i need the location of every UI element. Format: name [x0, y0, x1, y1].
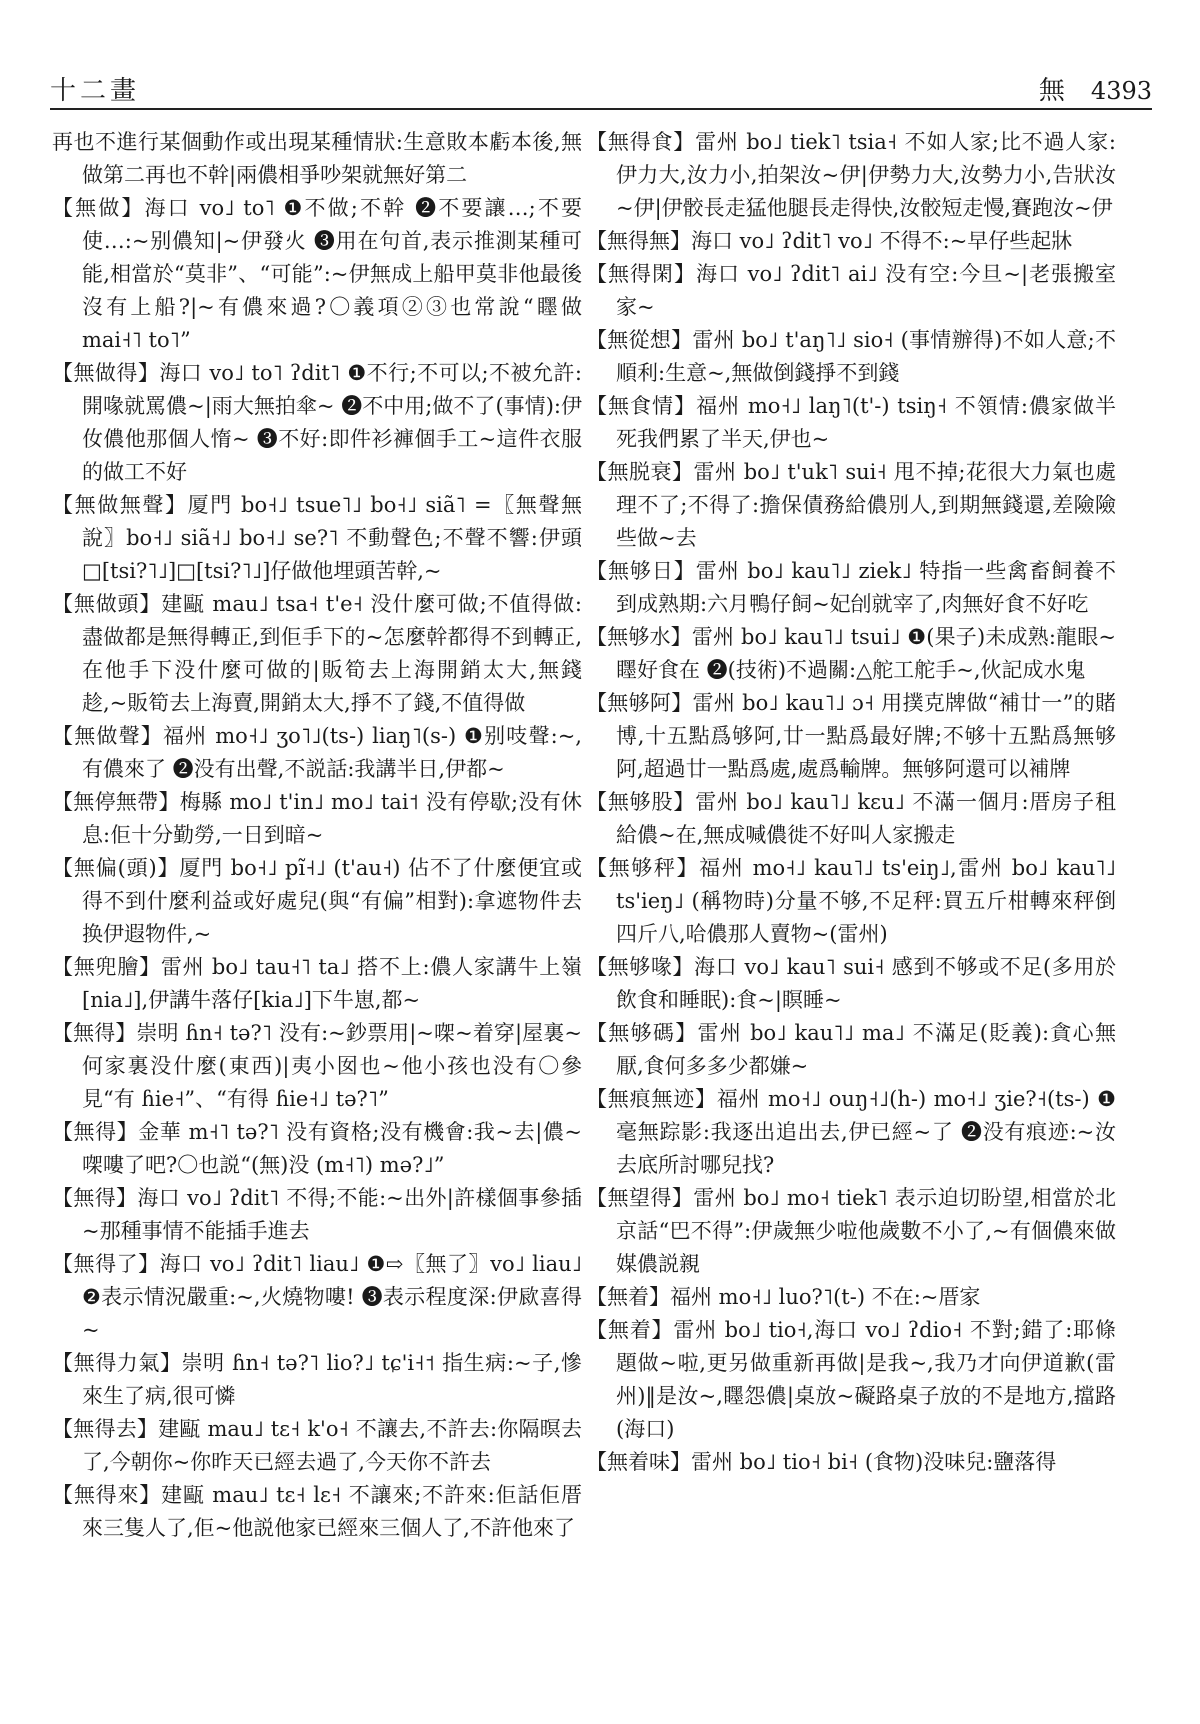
- entry: 【無着】福州 mo˧˩ luo?˥(t-) 不在:~厝家: [586, 1285, 981, 1309]
- entry: 【無得】金華 m˧˥ tə?˥ 没有資格;没有機會:我~去|儂~㗎嘍了吧?〇也説“(無)没 (m˧˥) mə?˩”: [52, 1120, 582, 1177]
- entry: 【無脱衰】雷州 bo˩ t'uk˥ sui˧ 甩不掉;花很大力氣也處理不了;不得了:擔保債務給儂別人,到期無錢還,差險險些做~去: [586, 460, 1116, 550]
- entry: 【無得閑】海口 vo˩ ʔdit˥ ai˩ 没有空:今旦~|老張搬室家~: [586, 262, 1116, 319]
- entry: 【無做頭】建甌 mau˩ tsa˧ t'e˧ 没什麼可做;不值得做:盡做都是無得轉正,到佢手下的~怎麼幹都得不到轉正,在他手下没什麼可做的|販筍去上海開銷太大,無錢趁,~販筍去上海賣,開銷太大,掙不了錢,不值得做: [52, 592, 582, 715]
- entry: 【無食情】福州 mo˧˩ laŋ˥(t'-) tsiŋ˧ 不領情:儂家做半死我們累了半天,伊也~: [586, 394, 1116, 451]
- entry: 【無從想】雷州 bo˩ t'aŋ˥˩ sio˧ (事情辦得)不如人意;不順利:生意~,無做倒錢掙不到錢: [586, 328, 1116, 385]
- entry: 【無得食】雷州 bo˩ tiek˥ tsia˧ 不如人家;比不過人家:伊力大,汝力小,拍架汝~伊|伊勢力大,汝勢力小,告狀汝~伊|伊骹長走猛他腿長走得快,汝骹短走慢,賽跑汝~伊: [586, 130, 1116, 220]
- entry: 【無做】海口 vo˩ to˥ ❶不做;不幹 ❷不要讓…;不要使…:~别儂知|~伊發火 ❸用在句首,表示推測某種可能,相當於“莫非”、“可能”:~伊無成上船甲莫非他最後沒有上船?|~有儂來過?〇義項②③也常說“䁼做 mai˧˥ to˥”: [52, 196, 582, 352]
- entry: 【無痕無迹】福州 mo˧˩ ouŋ˧˩(h-) mo˧˩ ʒie?˧(ts-) ❶毫無踪影:我逐出追出去,伊已經~了 ❷没有痕迹:~汝去底所討哪兒找?: [586, 1087, 1116, 1177]
- page-heading: [1039, 70, 1152, 107]
- entry: 【無兜膾】雷州 bo˩ tau˧˥ ta˩ 搭不上:儂人家講牛上嶺[nia˩],伊講牛落仔[kia˩]下牛崽,都~: [52, 955, 582, 1012]
- entry: 【無得力氣】崇明 ɦn˧ tə?˥ lio?˩ tɕ'i˧˦ 指生病:~子,慘來生了病,很可憐: [52, 1351, 582, 1408]
- entry: 【無得來】建甌 mau˩ tɛ˧ lɛ˧ 不讓來;不許來:佢話佢厝來三隻人了,佢~他説他家已經來三個人了,不許他來了: [52, 1483, 582, 1540]
- entry: 【無做得】海口 vo˩ to˥ ʔdit˥ ❶不行;不可以;不被允許:開喙就罵儂~|雨大無拍傘~ ❷不中用;做不了(事情):伊㚢儂他那個人惰~ ❸不好:即件衫褲個手工~這件衣服的做工不好: [52, 361, 582, 484]
- entry: 【無够日】雷州 bo˩ kau˥˩ ziek˩ 特指一些禽畜飼養不到成熟期:六月鴨仔飼~妃刣就宰了,肉無好食不好吃: [586, 559, 1116, 616]
- right-column: [586, 126, 1116, 1686]
- entry: 【無着味】雷州 bo˩ tio˧ bi˧ (食物)没味兒:鹽落得: [586, 1450, 1057, 1474]
- entry: 【無得了】海口 vo˩ ʔdit˥ liau˩ ❶⇨〖無了〗vo˩ liau˩ ❷表示情況嚴重:~,火燒物嘍! ❸表示程度深:伊㰮喜得~: [52, 1252, 582, 1342]
- entry: 【無得】海口 vo˩ ʔdit˥ 不得;不能:~出外|許樣個事參插~那種事情不能插手進去: [52, 1186, 582, 1243]
- entry: 【無偏(頭)】厦門 bo˧˩ pĩ˧˩ (t'au˧) 佔不了什麼便宜或得不到什麼利益或好處兒(與“有偏”相對):拿遮物件去换伊遐物件,~: [52, 856, 582, 946]
- entry: 【無望得】雷州 bo˩ mo˧ tiek˥ 表示迫切盼望,相當於北京話“巴不得”:伊歲無少啦他歲數不小了,~有個儂來做媒儂説親: [586, 1186, 1116, 1276]
- entry: 【無得無】海口 vo˩ ʔdit˥ vo˩ 不得不:~早仔些起牀: [586, 229, 1073, 253]
- entry: 【無够喙】海口 vo˩ kau˥ sui˧ 感到不够或不足(多用於飲食和睡眠):食~|瞑睡~: [586, 955, 1116, 1012]
- entry: 【無够碼】雷州 bo˩ kau˥˩ ma˩ 不滿足(貶義):貪心無厭,食何多多少都嫌~: [586, 1021, 1116, 1078]
- entry: 再也不進行某個動作或出現某種情狀:生意敗本虧本後,無做第二再也不幹|兩儂相爭吵架就無好第二: [52, 130, 582, 187]
- entry: 【無着】雷州 bo˩ tio˧,海口 vo˩ ʔdio˧ 不對;錯了:耶條題做~啦,更另做重新再做|是我~,我乃才向伊道歉(雷州)‖是汝~,䁼怨儂|桌放~礙路桌子放的不是地方,擋路(海口): [586, 1318, 1116, 1441]
- entry: 【無得去】建甌 mau˩ tɛ˧ k'o˧ 不讓去,不許去:你隔暝去了,今朝你~你昨天已經去過了,今天你不許去: [52, 1417, 582, 1474]
- entry: 【無停無帶】梅縣 mo˩ t'in˩ mo˩ tai˦ 没有停歇;没有休息:佢十分勤勞,一日到暗~: [52, 790, 582, 847]
- entry: 【無够水】雷州 bo˩ kau˥˩ tsui˩ ❶(果子)未成熟:龍眼~䁼好食在 ❷(技術)不過關:△舵工舵手~,伙記成水鬼: [586, 625, 1116, 682]
- page-header: [50, 62, 1152, 110]
- page-number: 4393: [1090, 77, 1152, 105]
- entry: 【無做無聲】厦門 bo˧˩ tsue˥˩ bo˧˩ siã˥ =〖無聲無說〗bo˧˩ siã˧˩ bo˧˩ se?˥ 不動聲色;不聲不響:伊頭□[tsi?˥˩]□[tsi?˥˩]仔做他埋頭苦幹,~: [52, 493, 582, 583]
- entry: 【無够阿】雷州 bo˩ kau˥˩ ɔ˧ 用撲克牌做“補廿一”的賭博,十五點爲够阿,廿一點爲最好牌;不够十五點爲無够阿,超過廿一點爲處,處爲輸牌。無够阿還可以補牌: [586, 691, 1116, 781]
- head-character: 無: [1038, 76, 1065, 106]
- entry: 【無够股】雷州 bo˩ kau˥˩ kɛu˩ 不滿一個月:厝房子租給儂~在,無成喊儂徙不好叫人家搬走: [586, 790, 1116, 847]
- section-label: 十二畫: [50, 76, 141, 106]
- entry: 【無够秤】福州 mo˧˩ kau˥˩ ts'eiŋ˩,雷州 bo˩ kau˥˩ ts'ieŋ˩ (稱物時)分量不够,不足秤:買五斤柑轉來秤倒四斤八,哈儂那人賣物~(雷州): [586, 856, 1116, 946]
- left-column: [52, 126, 582, 1686]
- entry: 【無得】崇明 ɦn˧ tə?˥ 没有:~鈔票用|~㗎~着穿|屋裏~何家裏没什麼(東西)|夷小囡也~他小孩也没有〇參見“有 ɦie˧”、“有得 ɦie˧˩ tə?˥”: [52, 1021, 582, 1111]
- entry: 【無做聲】福州 mo˧˩ ʒo˥˩(ts-) liaŋ˥(s-) ❶别吱聲:~,有儂來了 ❷没有出聲,不説話:我講半日,伊都~: [52, 724, 582, 781]
